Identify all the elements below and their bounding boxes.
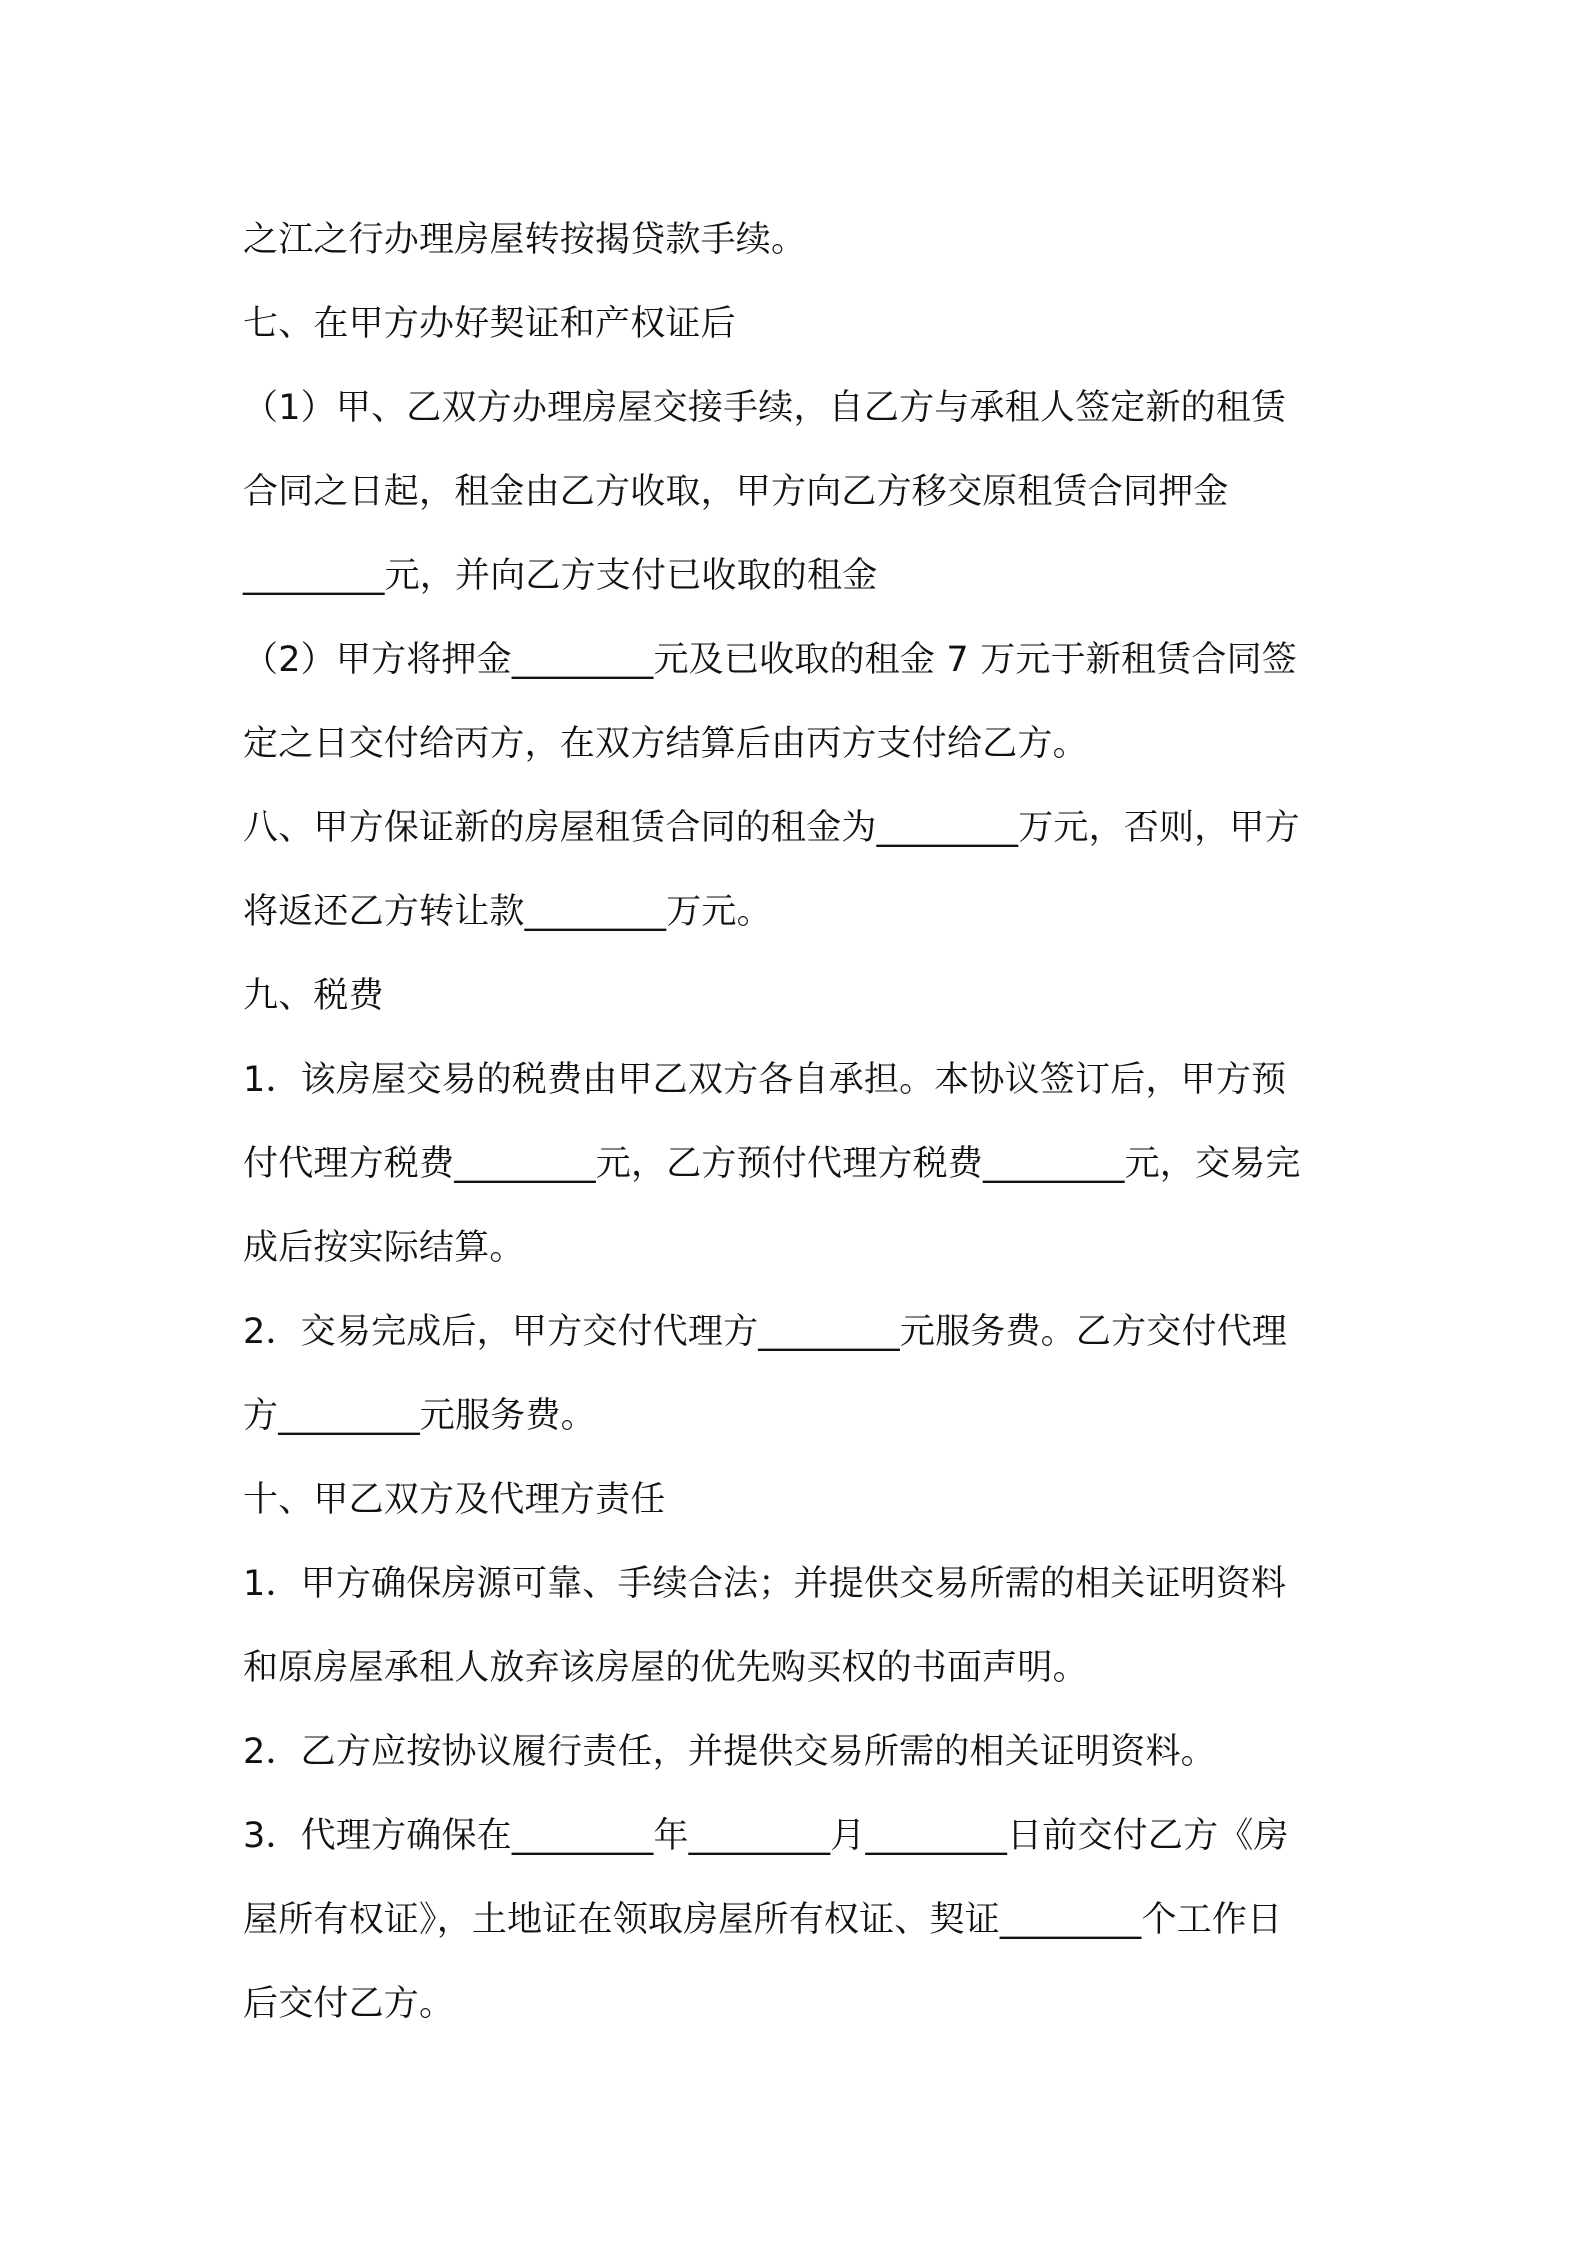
section-heading: 十、甲乙双方及代理方责任 <box>243 1480 666 1520</box>
text-line: 方________元服务费。 <box>243 1396 596 1436</box>
text-line: ________元，并向乙方支付已收取的租金 <box>243 556 878 596</box>
text-line: 将返还乙方转让款________万元。 <box>243 892 772 932</box>
text-line: 合同之日起，租金由乙方收取，甲方向乙方移交原租赁合同押金 <box>243 472 1229 512</box>
text-line: 2．交易完成后，甲方交付代理方________元服务费。乙方交付代理 <box>243 1312 1288 1352</box>
text-line: 付代理方税费________元，乙方预付代理方税费________元，交易完 <box>243 1144 1301 1184</box>
text-line: 屋所有权证》，土地证在领取房屋所有权证、契证________个工作日 <box>243 1900 1283 1940</box>
text-line: 和原房屋承租人放弃该房屋的优先购买权的书面声明。 <box>243 1648 1088 1688</box>
text-line: （1）甲、乙双方办理房屋交接手续，自乙方与承租人签定新的租赁 <box>243 388 1287 428</box>
text-line: 1．该房屋交易的税费由甲乙双方各自承担。本协议签订后，甲方预 <box>243 1060 1287 1100</box>
document-body <box>243 198 1373 2046</box>
section-heading: 七、在甲方办好契证和产权证后 <box>243 304 736 344</box>
text-line: 3．代理方确保在________年________月________日前交付乙方《房 <box>243 1816 1289 1856</box>
text-line: 2．乙方应按协议履行责任，并提供交易所需的相关证明资料。 <box>243 1732 1216 1772</box>
section-heading: 八、甲方保证新的房屋租赁合同的租金为________万元，否则，甲方 <box>243 808 1300 848</box>
text-line: 之江之行办理房屋转按揭贷款手续。 <box>243 220 807 260</box>
text-line: 1．甲方确保房源可靠、手续合法；并提供交易所需的相关证明资料 <box>243 1564 1287 1604</box>
section-heading: 九、税费 <box>243 976 384 1016</box>
text-line: 定之日交付给丙方，在双方结算后由丙方支付给乙方。 <box>243 724 1088 764</box>
text-line: 后交付乙方。 <box>243 1984 455 2024</box>
text-line: （2）甲方将押金________元及已收取的租金 7 万元于新租赁合同签 <box>243 640 1297 680</box>
text-line: 成后按实际结算。 <box>243 1228 525 1268</box>
